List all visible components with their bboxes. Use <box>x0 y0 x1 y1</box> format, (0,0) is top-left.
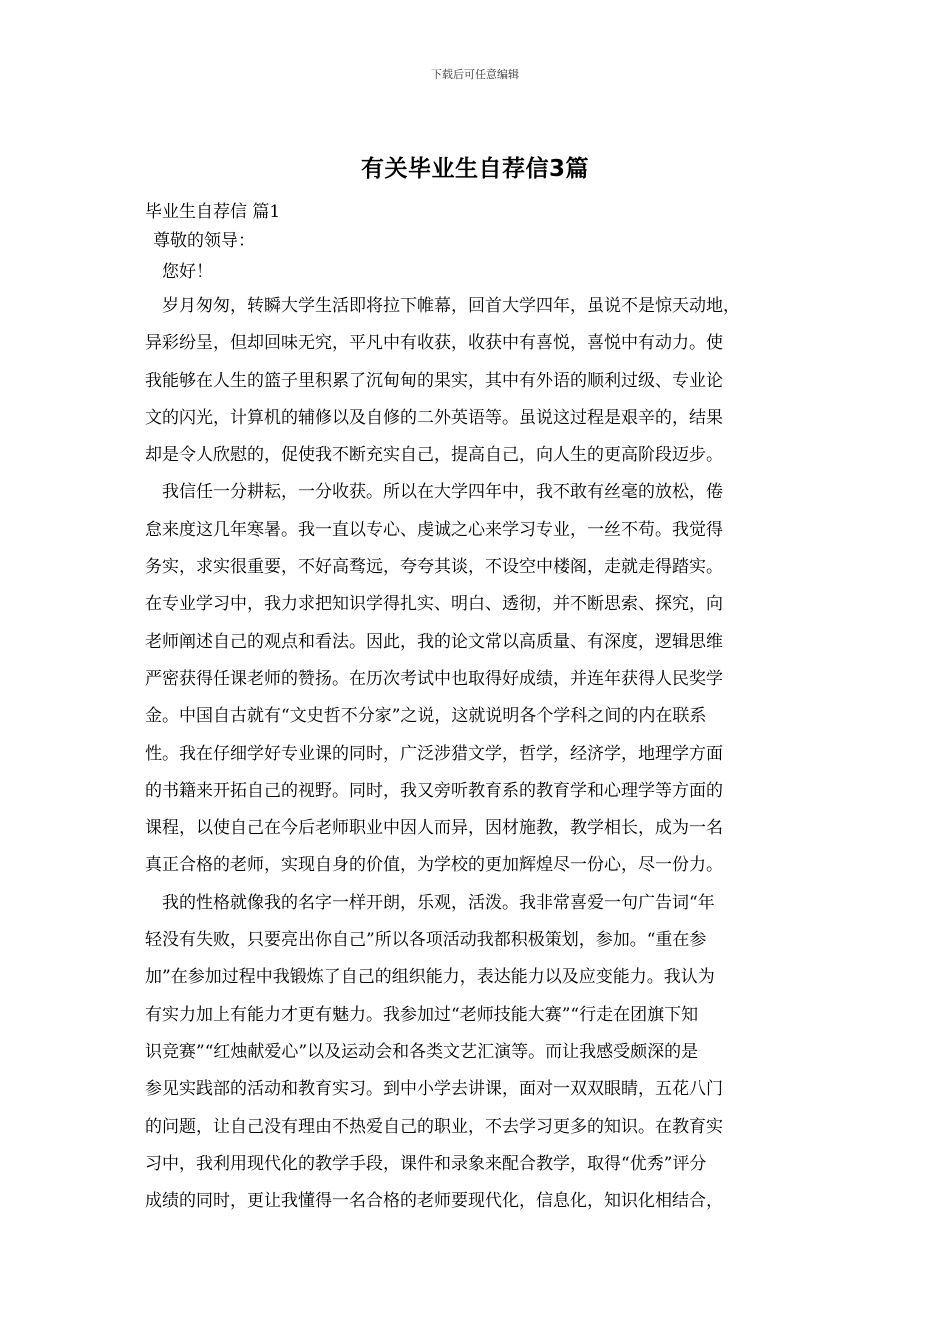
paragraph-line: 的书籍来开拓自己的视野。同时，我又旁听教育系的教育学和心理学等方面的 <box>145 780 723 801</box>
letter-subtitle: 毕业生自荐信 篇1 <box>145 202 281 222</box>
paragraph-line: 金。中国自古就有“文史哲不分家”之说，这就说明各个学科之间的内在联系 <box>145 706 707 727</box>
paragraph-line: 却是令人欣慰的，促使我不断充实自己，提高自己，向人生的更高阶段迈步。 <box>145 445 723 466</box>
paragraph-3 <box>145 885 810 1221</box>
paragraph-line: 习中，我利用现代化的教学手段，课件和录象来配合教学，取得“优秀”评分 <box>145 1153 707 1174</box>
paragraph-line: 严密获得任课老师的赞扬。在历次考试中也取得好成绩，并连年获得人民奖学 <box>145 668 723 689</box>
paragraph-line: 轻没有失败，只要亮出你自己”所以各项活动我都积极策划，参加。“重在参 <box>145 930 707 951</box>
paragraph-line: 的问题，让自己没有理由不热爱自己的职业，不去学习更多的知识。在教育实 <box>145 1116 723 1137</box>
paragraph-line: 老师阐述自己的观点和看法。因此，我的论文常以高质量、有深度，逻辑思维 <box>145 631 723 652</box>
paragraph-line: 课程，以使自己在今后老师职业中因人而异，因材施教，教学相长，成为一名 <box>145 818 723 839</box>
paragraph-1 <box>145 288 810 474</box>
paragraph-line: 有实力加上有能力才更有魅力。我参加过“老师技能大赛”“行走在团旗下知 <box>145 1004 699 1025</box>
paragraph-line: 识竞赛”“红烛献爱心”以及运动会和各类文艺汇演等。而让我感受颇深的是 <box>145 1041 699 1062</box>
paragraph-line: 加”在参加过程中我锻炼了自己的组织能力，表达能力以及应变能力。我认为 <box>145 967 715 988</box>
document-body <box>145 198 810 1220</box>
paragraph-line: 我的性格就像我的名字一样开朗，乐观，活泼。我非常喜爱一句广告词“年 <box>162 892 715 913</box>
header-note: 下载后可任意编辑 <box>431 68 519 81</box>
paragraph-line: 在专业学习中，我力求把知识学得扎实、明白、透彻，并不断思索、探究，向 <box>145 594 723 615</box>
paragraph-line: 岁月匆匆，转瞬大学生活即将拉下帷幕，回首大学四年，虽说不是惊天动地， <box>162 296 740 316</box>
paragraph-line: 异彩纷呈，但却回味无究，平凡中有收获，收获中有喜悦，喜悦中有动力。使 <box>145 333 723 354</box>
paragraph-line: 怠来度这几年寒暑。我一直以专心、虔诚之心来学习专业，一丝不苟。我觉得 <box>145 519 723 540</box>
paragraph-line: 文的闪光，计算机的辅修以及自修的二外英语等。虽说这过程是艰辛的，结果 <box>145 407 723 428</box>
salutation: 尊敬的领导： <box>153 231 255 251</box>
paragraph-line: 我信任一分耕耘，一分收获。所以在大学四年中，我不敢有丝毫的放松，倦 <box>162 482 723 503</box>
paragraph-2 <box>145 474 810 884</box>
paragraph-line: 真正合格的老师，实现自身的价值，为学校的更加辉煌尽一份心，尽一份力。 <box>145 855 723 876</box>
paragraph-line: 成绩的同时，更让我懂得一名合格的老师要现代化，信息化，知识化相结合， <box>145 1191 723 1212</box>
paragraph-line: 务实，求实很重要，不好高骛远，夸夸其谈，不设空中楼阁，走就走得踏实。 <box>145 557 723 578</box>
document-title: 有关毕业生自荐信3篇 <box>360 156 589 182</box>
greeting: 您好！ <box>162 262 213 282</box>
paragraph-line: 性。我在仔细学好专业课的同时，广泛涉猎文学，哲学，经济学，地理学方面 <box>145 743 723 764</box>
paragraph-line: 我能够在人生的篮子里积累了沉甸甸的果实，其中有外语的顺利过级、专业论 <box>145 370 723 391</box>
paragraph-line: 参见实践部的活动和教育实习。到中小学去讲课，面对一双双眼睛，五花八门 <box>145 1079 723 1100</box>
